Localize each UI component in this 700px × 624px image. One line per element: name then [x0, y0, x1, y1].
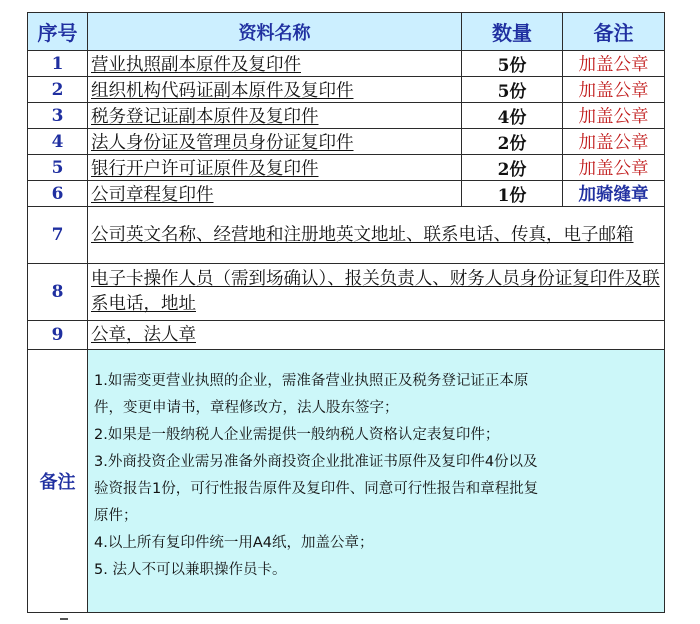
material-quantity: 1份: [462, 181, 563, 207]
row-number: 5: [28, 155, 88, 181]
material-name: 组织机构代码证副本原件及复印件: [88, 77, 462, 103]
row-number: 4: [28, 129, 88, 155]
remarks-row: [28, 350, 665, 613]
material-quantity: 5份: [462, 51, 563, 77]
material-quantity: 4份: [462, 103, 563, 129]
table-row: [28, 264, 665, 321]
remark-line: 3.外商投资企业需另准备外商投资企业批准证书原件及复印件4份以及: [94, 454, 538, 470]
remarks-content: [88, 350, 665, 613]
row-number: 7: [28, 207, 88, 264]
header-name: 资料名称: [88, 13, 462, 51]
table-row: [28, 321, 665, 350]
remark-line: 2.如果是一般纳税人企业需提供一般纳税人资格认定表复印件；: [94, 427, 500, 443]
remark-line: 件，变更申请书，章程修改方，法人股东签字；: [94, 400, 399, 416]
table-header-row: [28, 13, 665, 51]
material-name: 法人身份证及管理员身份证复印件: [88, 129, 462, 155]
material-name: 银行开户许可证原件及复印件: [88, 155, 462, 181]
page-corner-mark: [60, 618, 68, 620]
table-row: [28, 129, 665, 155]
table-row: [28, 207, 665, 264]
material-name: 电子卡操作人员（需到场确认）、报关负责人、财务人员身份证复印件及联系电话，地址: [88, 264, 665, 321]
remark-line: 原件；: [94, 508, 138, 524]
table-row: [28, 77, 665, 103]
material-name: 营业执照副本原件及复印件: [88, 51, 462, 77]
materials-table: [27, 12, 665, 613]
material-note: 加盖公章: [563, 77, 665, 103]
table-row: [28, 155, 665, 181]
material-note: 加盖公章: [563, 103, 665, 129]
row-number: 6: [28, 181, 88, 207]
material-quantity: 2份: [462, 155, 563, 181]
table-row: [28, 181, 665, 207]
remark-line: 1.如需变更营业执照的企业，需准备营业执照正及税务登记证正本原: [94, 373, 529, 389]
remarks-label: 备注: [28, 350, 88, 613]
material-quantity: 2份: [462, 129, 563, 155]
table-row: [28, 51, 665, 77]
header-quantity: 数量: [462, 13, 563, 51]
material-name: 公司英文名称、经营地和注册地英文地址、联系电话、传真，电子邮箱: [88, 207, 665, 264]
material-note: 加盖公章: [563, 129, 665, 155]
material-note: 加盖公章: [563, 155, 665, 181]
remark-line: 验资报告1份，可行性报告原件及复印件、同意可行性报告和章程批复: [94, 481, 539, 497]
row-number: 2: [28, 77, 88, 103]
row-number: 9: [28, 321, 88, 350]
material-name: 公章，法人章: [88, 321, 665, 350]
material-name: 税务登记证副本原件及复印件: [88, 103, 462, 129]
table-row: [28, 103, 665, 129]
row-number: 3: [28, 103, 88, 129]
material-quantity: 5份: [462, 77, 563, 103]
material-name: 公司章程复印件: [88, 181, 462, 207]
row-number: 8: [28, 264, 88, 321]
header-remark: 备注: [563, 13, 665, 51]
header-index: 序号: [28, 13, 88, 51]
material-note: 加盖公章: [563, 51, 665, 77]
remark-line: 4.以上所有复印件统一用A4纸，加盖公章；: [94, 535, 374, 551]
remark-line: 5. 法人不可以兼职操作员卡。: [94, 562, 287, 578]
material-note: 加骑缝章: [563, 181, 665, 207]
row-number: 1: [28, 51, 88, 77]
